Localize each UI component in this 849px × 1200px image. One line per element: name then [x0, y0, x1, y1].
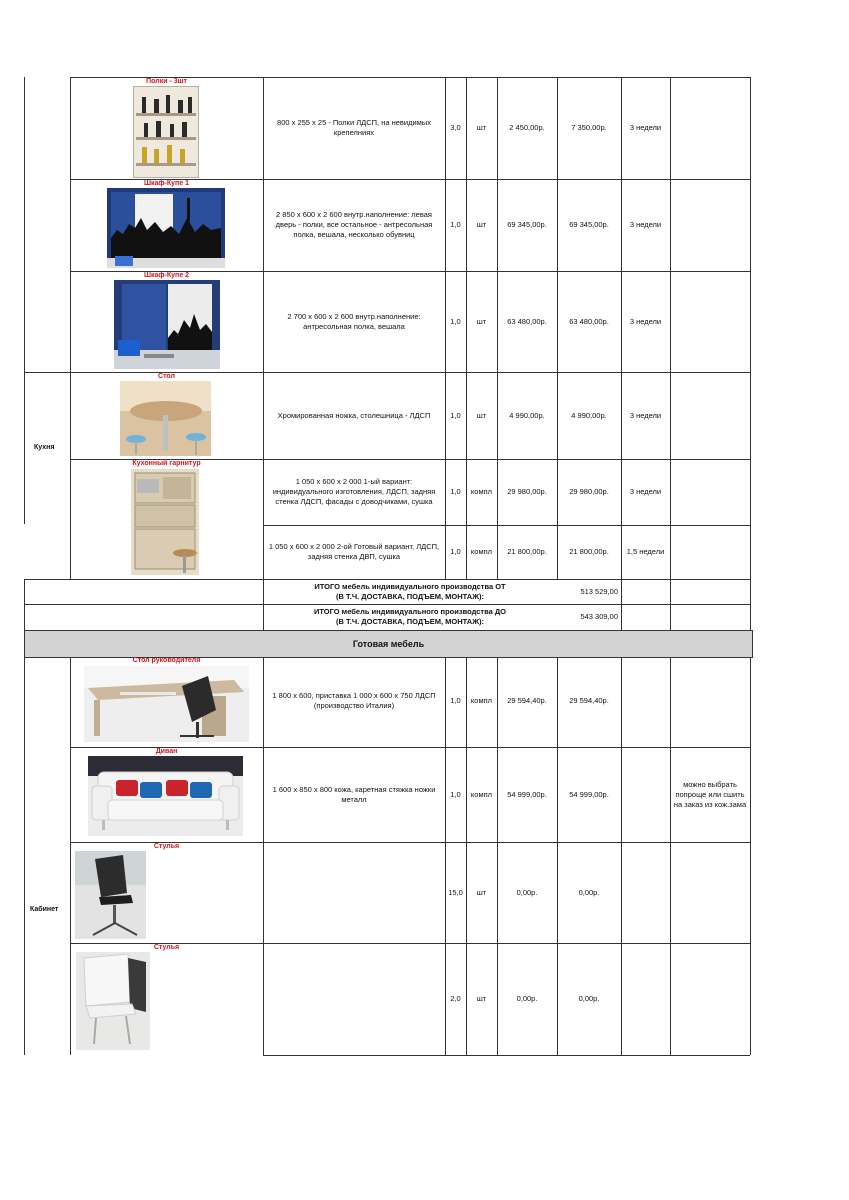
unit-price: 0,00р.	[516, 887, 538, 897]
unit: компл	[470, 696, 493, 705]
unit: шт	[476, 410, 487, 420]
line-total: 29 980,00р.	[569, 487, 609, 496]
total-label-from: ИТОГО мебель индивидуального производства ОТ (В Т.Ч. ДОСТАВКА, ПОДЪЕМ, МОНТАЖ):	[314, 582, 506, 601]
line-total: 54 999,00р.	[569, 789, 609, 799]
product-title: Кухонный гарнитур	[132, 460, 201, 467]
quantity: 1,0	[450, 316, 461, 326]
line-total: 69 345,00р.	[569, 220, 609, 229]
unit-price: 21 800,00р.	[507, 547, 547, 556]
note: можно выбрать попроще или сшить на заказ из кож.зама	[673, 779, 747, 809]
kitchen-table-photo	[120, 381, 211, 456]
product-description: 1 050 х 600 х 2 000 1-ый вариант: индивидуального изготовления, ЛДСП, задняя стенка ЛДСП, фасады с доводчиками, сушка	[272, 477, 436, 506]
product-title: Стулья	[153, 843, 180, 850]
unit-price: 29 594,40р.	[507, 696, 547, 705]
unit-price: 4 990,00р.	[509, 410, 545, 420]
quantity: 2,0	[450, 994, 461, 1003]
unit-price: 54 999,00р.	[507, 789, 547, 799]
unit-price: 63 480,00р.	[507, 316, 547, 326]
trophy-shelves-photo	[133, 86, 199, 178]
unit: шт	[476, 887, 487, 897]
unit-price: 29 980,00р.	[507, 487, 547, 496]
quantity: 1,0	[450, 696, 461, 705]
quantity: 1,0	[450, 220, 461, 229]
product-title: Стол	[158, 373, 175, 380]
total-value-from: 513 529,00	[580, 586, 618, 596]
unit: шт	[476, 220, 487, 229]
unit: шт	[476, 123, 487, 132]
line-total: 21 800,00р.	[569, 547, 609, 556]
product-title: Шкаф-Купе 1	[143, 180, 189, 187]
unit: компл	[470, 547, 493, 556]
room-label-office: Кабинет	[30, 906, 59, 913]
line-total: 29 594,40р.	[569, 696, 609, 705]
line-total: 0,00р.	[578, 994, 600, 1003]
unit-price: 0,00р.	[516, 994, 538, 1003]
product-title: Стулья	[153, 944, 180, 951]
line-total: 0,00р.	[578, 887, 600, 897]
mesh-chair-photo	[75, 851, 146, 939]
quantity: 1,0	[450, 487, 461, 496]
white-chair-photo	[76, 952, 150, 1050]
product-description: 2 700 х 600 х 2 600 внутр.наполнение: антресольная полка, вешала	[287, 311, 421, 331]
unit: компл	[470, 789, 493, 799]
product-description: 2 850 х 600 х 2 600 внутр.наполнение: левая дверь - полки, все остальное - антресольная полка, вешала, несколько обувниц	[275, 210, 433, 239]
line-total: 7 350,00р.	[571, 123, 607, 132]
lead-time: 3 недели	[629, 123, 662, 132]
lead-time: 3 недели	[629, 410, 662, 420]
unit: шт	[476, 316, 487, 326]
unit-price: 69 345,00р.	[507, 220, 547, 229]
total-label-to: ИТОГО мебель индивидуального производства ДО (В Т.Ч. ДОСТАВКА, ПОДЪЕМ, МОНТАЖ):	[313, 607, 507, 626]
product-title: Диван	[155, 748, 178, 755]
product-description: 1 800 х 600, приставка 1 000 х 600 х 750 ЛДСП (производство Италия)	[272, 691, 436, 710]
product-description: 1 050 х 600 х 2 000 2-ой Готовый вариант, ЛДСП, задняя стенка ДВП, сушка	[268, 542, 440, 561]
quantity: 3,0	[450, 123, 461, 132]
line-total: 4 990,00р.	[571, 410, 607, 420]
product-description: 1 600 х 850 х 800 кожа, каретная стяжка ножки металл	[272, 784, 436, 804]
quantity: 15,0	[448, 887, 463, 897]
total-value-to: 543 309,00	[580, 612, 618, 621]
unit: компл	[470, 487, 493, 496]
product-title: Шкаф-Купе 2	[143, 272, 189, 279]
unit-price: 2 450,00р.	[509, 123, 545, 132]
lead-time: 1,5 недели	[626, 547, 665, 556]
executive-desk-photo	[84, 666, 249, 742]
line-total: 63 480,00р.	[569, 316, 609, 326]
lead-time: 3 недели	[629, 220, 662, 229]
wardrobe-city-photo	[107, 188, 225, 268]
unit: шт	[476, 994, 487, 1003]
product-title: Полки - 3шт	[146, 78, 187, 85]
section-header: Готовая мебель	[24, 630, 753, 658]
room-label-kitchen: Кухня	[34, 444, 55, 451]
lead-time: 3 недели	[629, 487, 662, 496]
quantity: 1,0	[450, 410, 461, 420]
quantity: 1,0	[450, 547, 461, 556]
product-title: Стол руководителя	[132, 657, 201, 664]
leather-sofa-photo	[88, 756, 243, 836]
product-description: 800 х 255 х 25 - Полки ЛДСП, на невидимых крепелниях	[277, 118, 431, 137]
wardrobe-office-photo	[114, 280, 220, 369]
quantity: 1,0	[450, 789, 461, 799]
kitchen-cabinet-photo	[131, 469, 199, 575]
lead-time: 3 недели	[629, 316, 662, 326]
product-description: Хромированная ножка, столешница - ЛДСП	[277, 410, 431, 420]
